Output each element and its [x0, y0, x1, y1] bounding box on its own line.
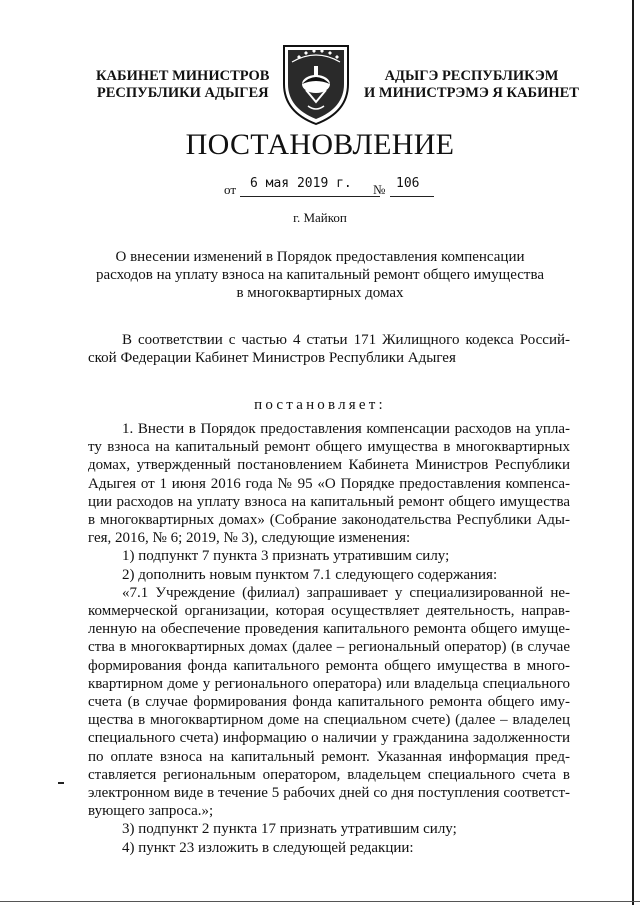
quoted-line: ставляется региональным оператором, владельцем специального счета в	[88, 766, 570, 783]
body-line: ции расходов на уплату взноса на капитальный ремонт общего имущества	[88, 493, 570, 510]
list-item: 1) подпункт 7 пункта 3 признать утратившим силу;	[122, 548, 450, 565]
number-underline	[390, 196, 434, 197]
page-edge-bottom	[0, 901, 640, 902]
quoted-line: «7.1 Учреждение (филиал) запрашивает у специализированной не-	[122, 584, 570, 601]
issuer-line-adyghe-1: АДЫГЭ РЕСПУБЛИКЭМ	[384, 68, 559, 84]
date-prefix: от	[224, 182, 237, 197]
city-line: г. Майкоп	[293, 210, 347, 225]
list-item: 3) подпункт 2 пункта 17 признать утратившим силу;	[122, 821, 457, 838]
subject-line: в многоквартирных домах	[236, 285, 404, 301]
issuer-line-1: КАБИНЕТ МИНИСТРОВ	[96, 68, 270, 84]
number-prefix: №	[373, 182, 386, 197]
quoted-line: щества в многоквартирном доме на специальном счете) (далее – владелец	[88, 712, 570, 729]
subject-line: расходов на уплату взноса на капитальный ремонт общего имущества	[95, 267, 544, 283]
decree-word: постановляет:	[254, 397, 386, 413]
date-value: 6 мая 2019 г.	[250, 176, 352, 191]
resolution-body	[88, 420, 570, 857]
quoted-line: вующего запроса.»;	[88, 803, 214, 820]
subject-line: О внесении изменений в Порядок предоставления компенсации	[115, 249, 525, 265]
resolution-subject	[70, 248, 570, 302]
number-value: 106	[396, 176, 420, 191]
body-line: ту взноса на капитальный ремонт общего имущества в многоквартирных	[88, 439, 570, 456]
list-item: 4) пункт 23 изложить в следующей редакции:	[122, 839, 414, 856]
issuer-line-2: РЕСПУБЛИКИ АДЫГЕЯ	[96, 85, 269, 101]
body-line: 1. Внести в Порядок предоставления компенсации расходов на упла-	[122, 421, 570, 437]
issuer-header-adyghe	[364, 68, 579, 102]
issuer-line-adyghe-2: И МИНИСТРЭМЭ Я КАБИНЕТ	[364, 85, 579, 101]
quoted-line: ленную на обеспечение проведения капитального ремонта общего имуще-	[88, 621, 570, 638]
body-line: домах, утвержденный постановлением Кабинета Министров Республики	[88, 457, 570, 474]
quoted-line: специального счета) информацию о наличии у гражданина задолженности	[88, 730, 570, 747]
preamble-line: ской Федерации Кабинет Министров Республики Адыгея	[88, 350, 456, 367]
list-item: 2) дополнить новым пунктом 7.1 следующего содержания:	[122, 566, 498, 583]
margin-mark	[58, 782, 64, 784]
date-underline	[240, 196, 380, 197]
body-line: Адыгея от 1 июня 2016 года № 95 «О Порядке предоставления компенса-	[88, 475, 570, 492]
preamble-line: В соответствии с частью 4 статьи 171 Жилищного кодекса Россий-	[122, 332, 570, 348]
preamble-paragraph	[88, 331, 570, 367]
issuer-header-russian	[96, 68, 269, 102]
document-type-title: ПОСТАНОВЛЕНИЕ	[185, 128, 455, 161]
quoted-line: счета (в случае формирования фонда капитального ремонта общего иму-	[88, 694, 570, 711]
quoted-line: ства в многоквартирных домах (далее – региональный оператор) (в случае	[88, 639, 570, 656]
quoted-line: по оплате взноса на капитальный ремонт. Указанная информация пред-	[88, 748, 570, 765]
quoted-line: электронном виде в течение 5 рабочих дней со дня поступления соответст-	[88, 785, 570, 802]
coat-of-arms-emblem-icon	[278, 40, 354, 126]
quoted-line: формирования фонда капитального ремонта общего имущества в много-	[88, 657, 570, 674]
body-line: гея, 2016, № 6; 2019, № 3), следующие изменения:	[88, 530, 411, 547]
quoted-line: коммерческой организации, которая осуществляет деятельность, направ-	[88, 603, 570, 620]
body-line: в многоквартирных домах» (Собрание законодательства Республики Ады-	[88, 512, 570, 529]
quoted-line: квартирном доме у регионального оператора) или владельца специального	[88, 675, 570, 692]
